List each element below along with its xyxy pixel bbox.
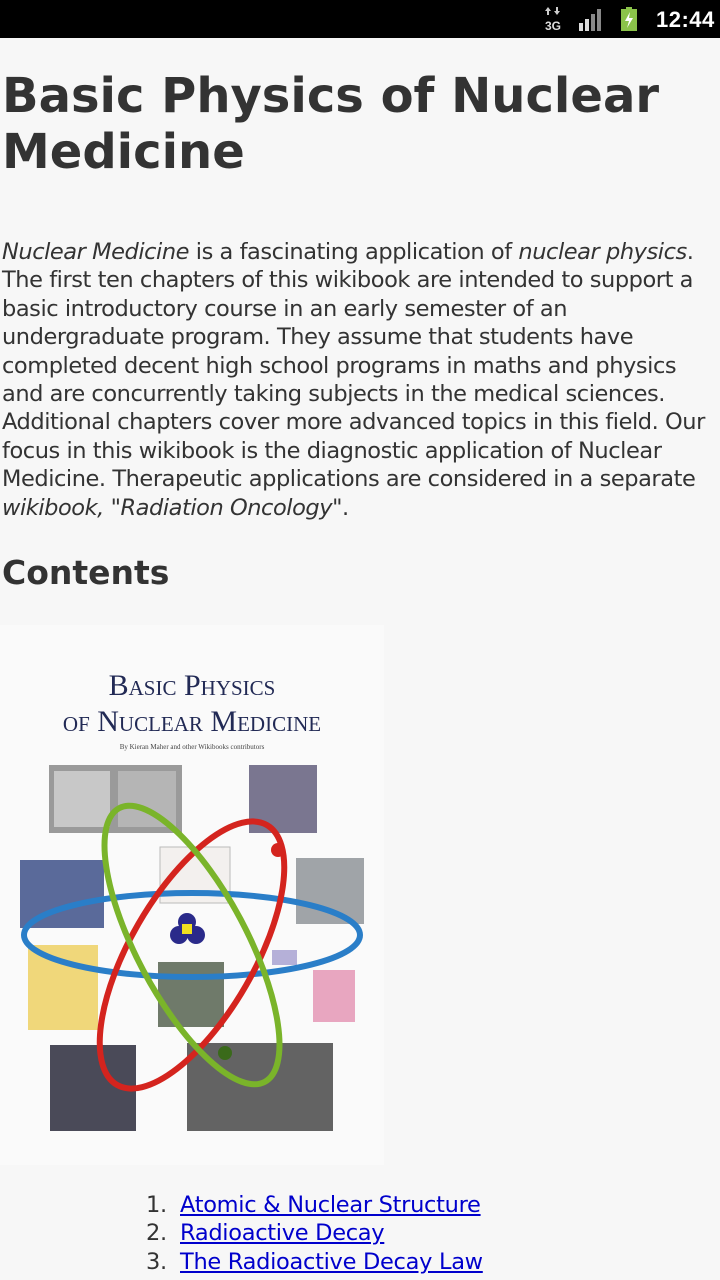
signal-strength-icon	[579, 9, 603, 31]
toc-item	[0, 1248, 483, 1276]
intro-em-nuclear-medicine: Nuclear Medicine	[2, 239, 190, 265]
cover-atom-collage-icon	[0, 625, 384, 1165]
toc-item	[0, 1191, 483, 1219]
toc-link-atomic-nuclear-structure[interactable]: Atomic & Nuclear Structure	[180, 1192, 481, 1218]
toc-number: 1.	[146, 1192, 167, 1218]
battery-charging-icon	[621, 7, 637, 31]
toc-number: 2.	[146, 1220, 167, 1247]
toc-link-radioactive-decay-law[interactable]: The Radioactive Decay Law	[180, 1248, 483, 1275]
intro-text: is a fascinating application of	[189, 239, 519, 265]
toc-item	[0, 1219, 483, 1247]
cover-title-line2: of Nuclear Medicine	[62, 705, 322, 738]
intro-em-nuclear-physics: nuclear physics	[518, 239, 687, 265]
toc-number: 3.	[146, 1248, 167, 1275]
cover-byline: By Kieran Maher and other Wikibooks contributors	[119, 743, 265, 751]
contents-heading: Contents	[2, 553, 170, 592]
status-bar	[0, 0, 720, 38]
intro-em-radiation-oncology: wikibook, "Radiation Oncology"	[2, 494, 342, 521]
svg-text:3G: 3G	[545, 19, 562, 32]
page-title: Basic Physics of Nuclear Medicine	[2, 68, 659, 180]
book-cover-image[interactable]	[0, 625, 384, 1165]
intro-text: . The first ten chapters of this wikibook are intended to support a basic introductory course in an early semester of an undergraduate program. They assume that students have completed decent high school programs in maths and physics and are concurrently taking subjects in the medical sciences. Additional chapters cover more advanced topics in this field. Our focus in this wikibook is the diagnostic application of Nuclear Medicine. Therapeutic applications are considered in a separate	[2, 239, 705, 493]
table-of-contents	[0, 1191, 483, 1276]
data-3g-icon	[544, 6, 562, 32]
intro-paragraph	[2, 238, 720, 522]
toc-link-radioactive-decay[interactable]: Radioactive Decay	[180, 1220, 385, 1247]
intro-text: .	[342, 494, 349, 521]
cover-title-line1: Basic Physics	[108, 669, 276, 702]
clock: 12:44	[656, 7, 715, 32]
